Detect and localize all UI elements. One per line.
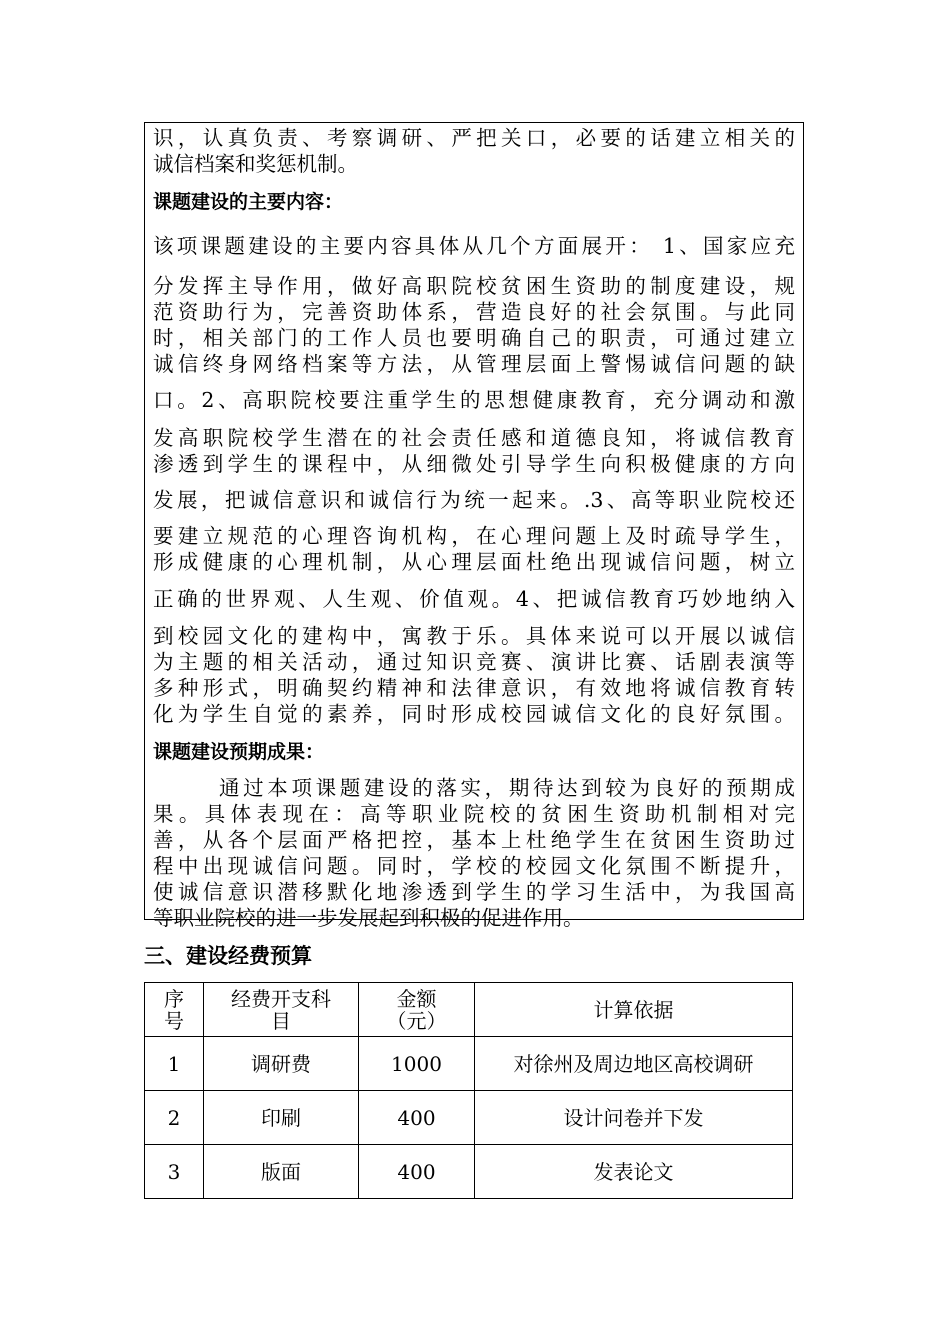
cell-item: 印刷 xyxy=(204,1091,359,1145)
body-text-line: 通过本项课题建设的落实，期待达到较为良好的预期成 xyxy=(219,776,795,800)
header-item xyxy=(204,983,359,1037)
cell-item: 版面 xyxy=(204,1145,359,1199)
body-text-line: 形成健康的心理机制，从心理层面杜绝出现诚信问题，树立 xyxy=(153,550,795,574)
body-text-line: 为主题的相关活动，通过知识竞赛、演讲比赛、话剧表演等 xyxy=(153,650,795,674)
body-text-line: 识，认真负责、考察调研、严把关口，必要的话建立相关的 xyxy=(153,126,795,150)
body-text-line: 口。2、高职院校要注重学生的思想健康教育，充分调动和激 xyxy=(153,388,795,412)
header-basis: 计算依据 xyxy=(475,983,793,1037)
header-seq-line-2: 号 xyxy=(164,1008,184,1033)
header-amount xyxy=(359,983,475,1037)
table-row xyxy=(145,1145,793,1199)
body-text-line: 诚信档案和奖惩机制。 xyxy=(153,152,358,176)
body-text-line: 果。具体表现在：高等职业院校的贫困生资助机制相对完 xyxy=(153,802,795,826)
body-text-line: 渗透到学生的课程中，从细微处引导学生向积极健康的方向 xyxy=(153,452,795,476)
cell-basis: 发表论文 xyxy=(475,1145,793,1199)
header-amount-line-2: （元） xyxy=(386,1008,447,1033)
table-header-row xyxy=(145,983,793,1037)
cell-item: 调研费 xyxy=(204,1037,359,1091)
cell-amount: 1000 xyxy=(359,1037,475,1091)
section-title-budget: 三、建设经费预算 xyxy=(144,944,312,968)
body-text-line: 发高职院校学生潜在的社会责任感和道德良知，将诚信教育 xyxy=(153,426,795,450)
body-text-line: 范资助行为，完善资助体系，营造良好的社会氛围。与此同 xyxy=(153,300,795,324)
heading-main-content: 课题建设的主要内容： xyxy=(153,191,344,213)
body-text-line: 到校园文化的建构中，寓教于乐。具体来说可以开展以诚信 xyxy=(153,624,795,648)
table-row xyxy=(145,1037,793,1091)
body-text-line: 使诚信意识潜移默化地渗透到学生的学习生活中，为我国高 xyxy=(153,880,795,904)
body-text-line: 要建立规范的心理咨询机构，在心理问题上及时疏导学生， xyxy=(153,524,795,548)
body-text-line: 善，从各个层面严格把控，基本上杜绝学生在贫困生资助过 xyxy=(153,828,795,852)
content-text-box xyxy=(144,122,804,930)
header-seq-line-1: 序 xyxy=(164,986,184,1011)
header-amount-line-1: 金额 xyxy=(396,986,437,1011)
cell-amount: 400 xyxy=(359,1145,475,1199)
cell-basis: 对徐州及周边地区高校调研 xyxy=(475,1037,793,1091)
cell-seq: 1 xyxy=(145,1037,204,1091)
header-seq xyxy=(145,983,204,1037)
body-text-line: 化为学生自觉的素养，同时形成校园诚信文化的良好氛围。 xyxy=(153,702,795,726)
cell-amount: 400 xyxy=(359,1091,475,1145)
body-text-line: 多种形式，明确契约精神和法律意识，有效地将诚信教育转 xyxy=(153,676,795,700)
cell-seq: 2 xyxy=(145,1091,204,1145)
header-item-line-2: 目 xyxy=(271,1008,291,1033)
heading-expected-results: 课题建设预期成果： xyxy=(153,741,325,763)
budget-table xyxy=(144,982,793,1199)
header-item-line-1: 经费开支科 xyxy=(231,986,331,1011)
body-text-line: 发展，把诚信意识和诚信行为统一起来。.3、高等职业院校还 xyxy=(153,488,795,512)
body-text-line: 正确的世界观、人生观、价值观。4、把诚信教育巧妙地纳入 xyxy=(153,587,795,611)
body-text-line: 该项课题建设的主要内容具体从几个方面展开： 1、国家应充 xyxy=(153,234,795,258)
cell-basis: 设计问卷并下发 xyxy=(475,1091,793,1145)
body-text-line: 程中出现诚信问题。同时，学校的校园文化氛围不断提升， xyxy=(153,854,795,878)
cell-seq: 3 xyxy=(145,1145,204,1199)
body-text-line: 分发挥主导作用，做好高职院校贫困生资助的制度建设，规 xyxy=(153,274,795,298)
body-text-line: 时，相关部门的工作人员也要明确自己的职责，可通过建立 xyxy=(153,326,795,350)
body-text-line: 等职业院校的进一步发展起到积极的促进作用。 xyxy=(153,906,584,930)
table-row xyxy=(145,1091,793,1145)
body-text-line: 诚信终身网络档案等方法，从管理层面上警惕诚信问题的缺 xyxy=(153,352,795,376)
